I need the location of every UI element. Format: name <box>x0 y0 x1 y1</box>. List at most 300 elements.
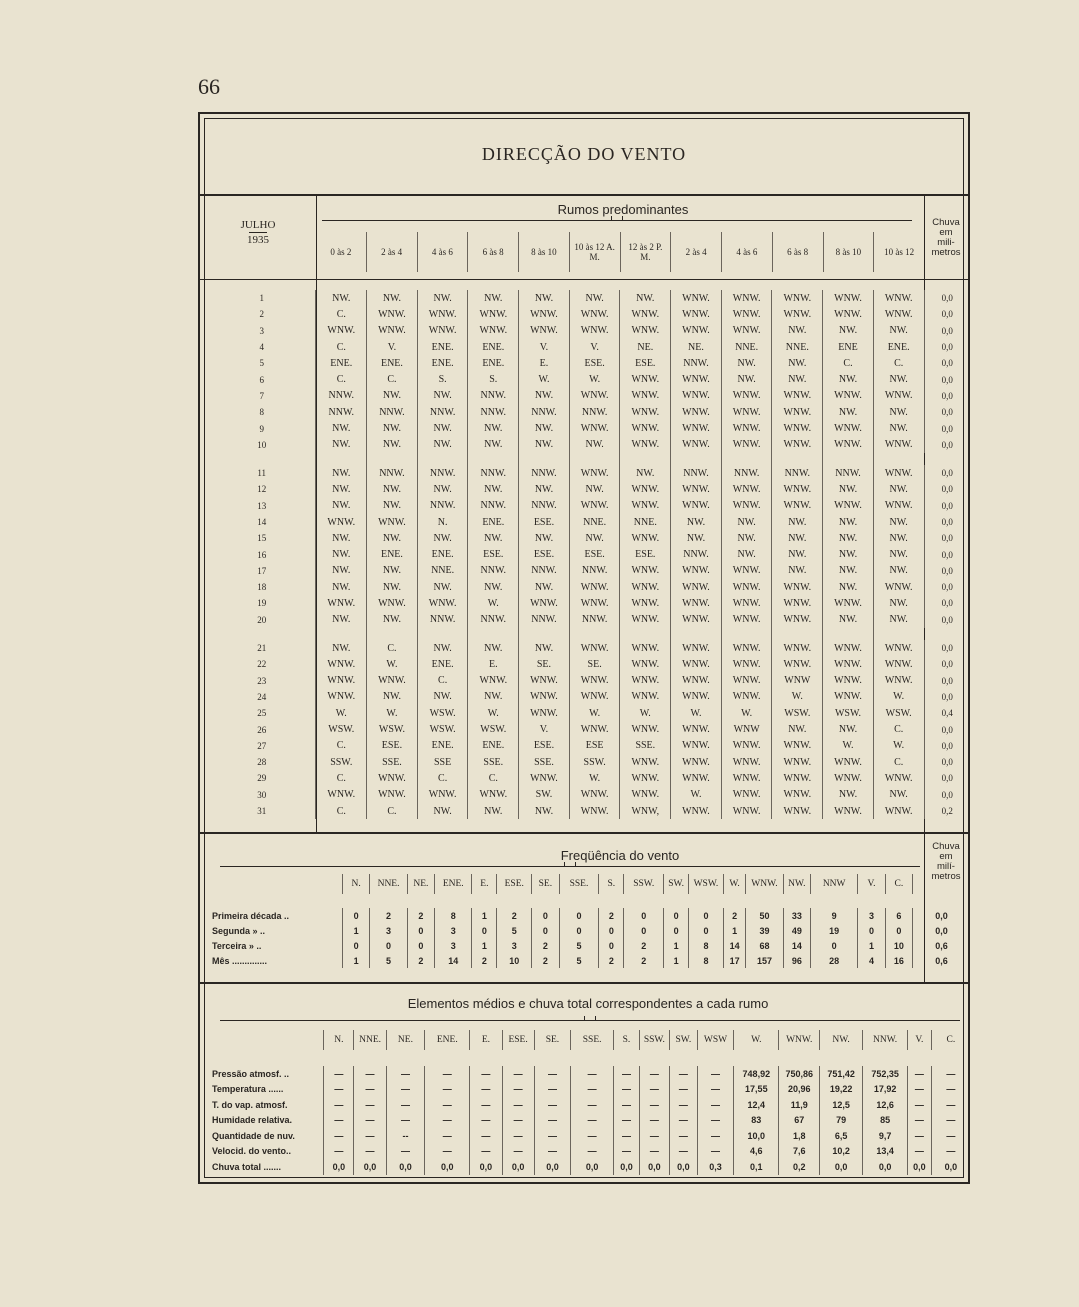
frequency-table <box>208 871 970 968</box>
wind-direction-cell: WNW. <box>772 738 823 754</box>
wind-direction-cell: N. <box>417 514 468 530</box>
month-header <box>208 218 308 247</box>
wind-direction-cell: NW. <box>823 546 874 562</box>
wind-direction-cell: WNW. <box>772 388 823 404</box>
element-value-cell: — <box>425 1066 470 1082</box>
element-value-cell: — <box>502 1066 534 1082</box>
wind-direction-cell: NNW. <box>519 404 570 420</box>
spacer-cell <box>208 1050 970 1066</box>
element-value-cell: — <box>502 1097 534 1113</box>
wind-direction-cell: WNW. <box>620 595 671 611</box>
wind-direction-cell: C. <box>316 371 367 387</box>
wind-direction-cell: WNW. <box>772 579 823 595</box>
wind-direction-cell: WNW. <box>721 689 772 705</box>
element-value-cell: — <box>614 1144 640 1160</box>
day-number: 1 <box>259 293 264 304</box>
element-value-cell: 79 <box>820 1113 863 1129</box>
gap-cell <box>671 628 722 640</box>
element-value-cell: 0,0 <box>639 1159 669 1175</box>
wind-direction-cell: WNW. <box>772 498 823 514</box>
wind-direction-cell: NNW. <box>417 498 468 514</box>
wind-column-header: 10 às 12 <box>873 232 924 272</box>
wind-direction-cell: NNE. <box>721 339 772 355</box>
rain-value: 0,0 <box>924 481 970 497</box>
element-value-cell: 0,0 <box>425 1159 470 1175</box>
rain-value: 0,6 <box>913 953 970 968</box>
table-row <box>208 546 970 562</box>
element-value-cell: — <box>324 1144 354 1160</box>
wind-direction-cell: WNW. <box>772 290 823 306</box>
wind-direction-cell: NW. <box>519 803 570 819</box>
wind-direction-cell: NW. <box>620 465 671 481</box>
frequency-cell: 50 <box>746 908 783 923</box>
wind-direction-cell: WNW. <box>823 306 874 322</box>
table-row <box>208 1097 970 1113</box>
element-value-cell: — <box>639 1066 669 1082</box>
direction-header: SSE. <box>559 874 599 894</box>
wind-direction-cell: WNW. <box>417 323 468 339</box>
row-label: Terceira » .. <box>212 940 262 951</box>
wind-direction-cell: C. <box>873 754 924 770</box>
element-value-cell: — <box>614 1128 640 1144</box>
direction-header: NNE. <box>370 874 407 894</box>
wind-direction-cell: ENE. <box>468 514 519 530</box>
wind-direction-cell: NNE. <box>417 563 468 579</box>
wind-direction-cell: NW. <box>367 530 418 546</box>
gap-cell <box>208 453 316 465</box>
table-row <box>208 339 970 355</box>
day-number: 26 <box>257 724 267 735</box>
wind-direction-cell: NW. <box>519 388 570 404</box>
gap-cell <box>519 453 570 465</box>
wind-direction-cell: NNW. <box>569 404 620 420</box>
gap-cell <box>924 453 970 465</box>
rain-value: 0,0 <box>924 290 970 306</box>
wind-direction-cell: ENE. <box>417 738 468 754</box>
wind-direction-cell: WNW. <box>671 579 722 595</box>
wind-direction-cell: WNW. <box>772 595 823 611</box>
frequency-cell: 0 <box>811 938 858 953</box>
wind-direction-cell: WNW. <box>823 437 874 453</box>
rain-value: 0,0 <box>924 514 970 530</box>
day-number: 17 <box>257 565 267 576</box>
wind-direction-cell: WNW. <box>721 404 772 420</box>
wind-direction-cell: WNW. <box>620 754 671 770</box>
wind-direction-cell: NW. <box>772 563 823 579</box>
wind-direction-cell: WNW. <box>316 323 367 339</box>
wind-direction-cell: WNW. <box>671 673 722 689</box>
element-value-cell: 85 <box>863 1113 908 1129</box>
wind-direction-cell: NW. <box>772 355 823 371</box>
wind-direction-cell: WNW. <box>772 404 823 420</box>
wind-direction-cell: NNW. <box>671 465 722 481</box>
wind-direction-cell: WNW. <box>671 754 722 770</box>
wind-direction-cell: NW. <box>468 437 519 453</box>
frequency-cell: 0 <box>689 923 724 938</box>
wind-direction-cell: WNW. <box>671 563 722 579</box>
wind-direction-cell: ESE. <box>620 546 671 562</box>
frequency-cell: 3 <box>858 908 885 923</box>
frequency-title: Freqüência do vento <box>560 848 680 863</box>
wind-column-header: 12 às 2 P. M. <box>620 232 671 272</box>
element-value-cell: — <box>639 1082 669 1098</box>
rain-value: 0,0 <box>924 530 970 546</box>
wind-direction-cell: NW. <box>873 787 924 803</box>
wind-direction-cell: NNW. <box>417 465 468 481</box>
wind-direction-cell: NW. <box>417 388 468 404</box>
wind-rain-header <box>924 218 968 258</box>
frequency-cell: 2 <box>599 953 624 968</box>
wind-direction-cell: W. <box>671 705 722 721</box>
wind-direction-cell: WNW. <box>721 738 772 754</box>
wind-direction-cell: C. <box>316 803 367 819</box>
wind-direction-cell: NW. <box>569 290 620 306</box>
direction-header: ESE. <box>502 1030 534 1050</box>
wind-direction-cell: NNE. <box>772 339 823 355</box>
gap-cell <box>417 453 468 465</box>
table-row <box>208 530 970 546</box>
element-value-cell: — <box>534 1128 570 1144</box>
wind-direction-cell: WNW. <box>721 612 772 628</box>
day-number: 16 <box>257 549 267 560</box>
wind-direction-cell: ESE. <box>569 355 620 371</box>
wind-direction-cell: WNW. <box>620 388 671 404</box>
wind-direction-cell: WNW. <box>721 673 772 689</box>
wind-direction-cell: C. <box>823 355 874 371</box>
gap-cell <box>519 628 570 640</box>
wind-direction-cell: NNW. <box>519 612 570 628</box>
element-value-cell: 0,0 <box>614 1159 640 1175</box>
elements-table <box>208 1030 970 1175</box>
wind-direction-cell: NW. <box>417 579 468 595</box>
wind-direction-cell: NW. <box>823 787 874 803</box>
wind-direction-cell: WNW. <box>671 437 722 453</box>
frequency-cell: 0 <box>689 908 724 923</box>
frequency-cell: 10 <box>497 953 532 968</box>
wind-direction-cell: NW. <box>468 689 519 705</box>
wind-direction-cell: C. <box>367 371 418 387</box>
day-number: 31 <box>257 806 267 817</box>
element-value-cell: — <box>931 1113 970 1129</box>
rain-value: 0,0 <box>924 546 970 562</box>
wind-direction-cell: C. <box>316 738 367 754</box>
wind-direction-cell: NW. <box>367 689 418 705</box>
wind-direction-cell: NW. <box>772 323 823 339</box>
wind-direction-cell: NW. <box>823 612 874 628</box>
element-value-cell: — <box>669 1082 697 1098</box>
wind-direction-cell: E. <box>468 656 519 672</box>
element-value-cell: — <box>931 1097 970 1113</box>
gap-cell <box>569 453 620 465</box>
direction-header: W. <box>723 874 745 894</box>
frequency-cell: 39 <box>746 923 783 938</box>
table-row <box>208 323 970 339</box>
wind-direction-cell: NW. <box>772 721 823 737</box>
wind-direction-cell: WNW. <box>417 595 468 611</box>
row-label: Chuva total ....... <box>212 1161 282 1172</box>
spacer-cell <box>208 894 970 908</box>
element-value-cell: — <box>669 1128 697 1144</box>
element-value-cell: — <box>931 1082 970 1098</box>
element-value-cell: — <box>697 1066 733 1082</box>
wind-column-header: 0 às 2 <box>330 247 352 257</box>
wind-direction-cell: WNW. <box>671 656 722 672</box>
wind-direction-cell: NW. <box>823 371 874 387</box>
wind-direction-cell: C. <box>367 803 418 819</box>
rain-value: 0,2 <box>924 803 970 819</box>
wind-direction-cell: NNW. <box>468 404 519 420</box>
element-value-cell: — <box>534 1113 570 1129</box>
table-row <box>208 908 970 923</box>
rain-value: 0,0 <box>924 579 970 595</box>
gap-cell <box>772 453 823 465</box>
wind-direction-cell: NW. <box>823 323 874 339</box>
wind-direction-cell: W. <box>620 705 671 721</box>
table-row <box>208 437 970 453</box>
element-value-cell: — <box>639 1113 669 1129</box>
rain-value: 0,0 <box>913 908 970 923</box>
label-spacer <box>208 874 342 894</box>
element-value-cell: — <box>386 1113 425 1129</box>
wind-direction-cell: WNW. <box>671 481 722 497</box>
wind-direction-cell: WSW. <box>823 705 874 721</box>
wind-direction-cell: WNW. <box>721 803 772 819</box>
frequency-cell: 5 <box>559 953 599 968</box>
wind-direction-cell: WNW. <box>671 306 722 322</box>
wind-direction-cell: WNW. <box>620 530 671 546</box>
gap-cell <box>823 453 874 465</box>
wind-column-header: 2 às 4 <box>670 232 721 272</box>
element-value-cell: 7,6 <box>779 1144 820 1160</box>
element-value-cell: 9,7 <box>863 1128 908 1144</box>
wind-direction-cell: ESE. <box>569 546 620 562</box>
wind-direction-cell: C. <box>873 355 924 371</box>
wind-direction-cell: SSE. <box>620 738 671 754</box>
rain-value: 0,0 <box>924 437 970 453</box>
element-value-cell: 751,42 <box>820 1066 863 1082</box>
element-value-cell: — <box>534 1144 570 1160</box>
wind-direction-cell: WNW, <box>620 803 671 819</box>
wind-direction-cell: NW. <box>721 514 772 530</box>
element-value-cell: — <box>470 1128 502 1144</box>
wind-direction-cell: WNW. <box>671 595 722 611</box>
wind-direction-cell: WNW. <box>569 595 620 611</box>
wind-direction-cell: WNW. <box>873 803 924 819</box>
direction-header: SW. <box>664 874 689 894</box>
wind-direction-cell: WNW. <box>620 612 671 628</box>
rain-value: 0,0 <box>924 306 970 322</box>
wind-direction-cell: WNW. <box>519 705 570 721</box>
frequency-cell: 3 <box>497 938 532 953</box>
wind-direction-cell: ENE. <box>417 355 468 371</box>
wind-direction-cell: NNW. <box>519 498 570 514</box>
frequency-cell: 2 <box>599 908 624 923</box>
frequency-cell: 0 <box>599 938 624 953</box>
gap-cell <box>367 453 418 465</box>
element-value-cell: 12,6 <box>863 1097 908 1113</box>
rain-value: 0,0 <box>924 595 970 611</box>
element-value-cell: 0,1 <box>734 1159 779 1175</box>
wind-direction-cell: W. <box>367 656 418 672</box>
frequency-bottom-divider <box>200 982 968 984</box>
rain-value: 0,0 <box>924 770 970 786</box>
element-value-cell: — <box>669 1097 697 1113</box>
wind-direction-cell: V. <box>569 339 620 355</box>
rain-value: 0,0 <box>924 738 970 754</box>
decade-gap <box>208 628 970 640</box>
wind-direction-cell: WNW. <box>772 803 823 819</box>
wind-direction-cell: NW. <box>316 465 367 481</box>
wind-direction-cell: SE. <box>569 656 620 672</box>
element-value-cell: — <box>669 1066 697 1082</box>
wind-direction-cell: ESE. <box>519 514 570 530</box>
wind-direction-cell: WNW. <box>823 770 874 786</box>
element-value-cell: — <box>931 1066 970 1082</box>
day-number: 27 <box>257 740 267 751</box>
wind-direction-cell: NW. <box>316 579 367 595</box>
wind-direction-cell: NW. <box>316 437 367 453</box>
table-row <box>208 721 970 737</box>
element-value-cell: 752,35 <box>863 1066 908 1082</box>
wind-direction-cell: WSW. <box>316 721 367 737</box>
day-number: 14 <box>257 517 267 527</box>
wind-direction-cell: WNW. <box>620 656 671 672</box>
row-label: Primeira década .. <box>212 910 290 921</box>
wind-direction-cell: NW. <box>468 530 519 546</box>
wind-direction-cell: WNW. <box>620 770 671 786</box>
wind-direction-cell: WNW. <box>721 498 772 514</box>
rain-value: 0,0 <box>924 371 970 387</box>
element-value-cell: 0,0 <box>931 1159 970 1175</box>
table-row <box>208 388 970 404</box>
element-value-cell: — <box>571 1066 614 1082</box>
wind-direction-cell: NW. <box>873 371 924 387</box>
table-row <box>208 563 970 579</box>
wind-direction-cell: WNW. <box>671 612 722 628</box>
wind-direction-cell: WNW. <box>772 306 823 322</box>
element-value-cell: 750,86 <box>779 1066 820 1082</box>
page-title: DIRECÇÃO DO VENTO <box>481 144 687 164</box>
wind-direction-cell: WNW. <box>620 437 671 453</box>
wind-direction-cell: WSW. <box>417 721 468 737</box>
wind-direction-cell: WNW. <box>468 673 519 689</box>
element-value-cell: — <box>697 1128 733 1144</box>
frequency-header-row <box>208 874 970 894</box>
day-number: 8 <box>259 407 264 418</box>
wind-direction-cell: NW. <box>367 498 418 514</box>
element-value-cell: 0,0 <box>502 1159 534 1175</box>
element-value-cell: 0,3 <box>697 1159 733 1175</box>
element-value-cell: — <box>470 1113 502 1129</box>
rain-value: 0,0 <box>924 787 970 803</box>
wind-direction-cell: WNW. <box>367 323 418 339</box>
wind-direction-cell: WNW. <box>671 640 722 656</box>
table-row <box>208 689 970 705</box>
gap-cell <box>772 628 823 640</box>
frequency-cell: 33 <box>783 908 810 923</box>
day-number: 22 <box>257 659 267 670</box>
wind-direction-cell: WNW. <box>620 640 671 656</box>
wind-direction-cell: C. <box>316 339 367 355</box>
wind-direction-cell: NW. <box>873 404 924 420</box>
wind-direction-cell: WNW. <box>772 481 823 497</box>
wind-direction-cell: NW. <box>519 290 570 306</box>
wind-direction-cell: NW. <box>569 530 620 546</box>
wind-direction-cell: SSE <box>417 754 468 770</box>
rain-value: 0,0 <box>924 673 970 689</box>
wind-direction-cell: ENE. <box>367 546 418 562</box>
frequency-cell: 5 <box>559 938 599 953</box>
wind-direction-cell: WNW. <box>569 388 620 404</box>
frequency-cell: 0 <box>532 923 559 938</box>
day-number: 12 <box>257 484 267 495</box>
wind-direction-cell: NW. <box>316 612 367 628</box>
direction-header: SSW. <box>639 1030 669 1050</box>
element-value-cell: 10,2 <box>820 1144 863 1160</box>
wind-direction-cell: WNW. <box>620 579 671 595</box>
decade-gap <box>208 453 970 465</box>
wind-direction-cell: NNW. <box>417 404 468 420</box>
table-row <box>208 803 970 819</box>
wind-direction-cell: WNW. <box>671 323 722 339</box>
day-number: 7 <box>259 390 264 401</box>
element-value-cell: — <box>470 1097 502 1113</box>
rain-value: 0,0 <box>924 721 970 737</box>
wind-direction-cell: NW. <box>468 481 519 497</box>
wind-direction-cell: WNW. <box>367 673 418 689</box>
gap-cell <box>873 628 924 640</box>
wind-direction-cell: WNW <box>772 673 823 689</box>
wind-direction-cell: ESE <box>569 738 620 754</box>
element-value-cell: — <box>614 1097 640 1113</box>
wind-direction-cell: NW. <box>873 420 924 436</box>
wind-direction-cell: WNW. <box>468 787 519 803</box>
wind-direction-cell: WNW. <box>468 306 519 322</box>
row-label: Temperatura ...... <box>212 1084 284 1095</box>
wind-direction-cell: WNW. <box>721 640 772 656</box>
element-value-cell: — <box>908 1113 932 1129</box>
element-value-cell: — <box>354 1144 386 1160</box>
frequency-cell: 2 <box>407 908 434 923</box>
element-value-cell: — <box>571 1144 614 1160</box>
wind-column-header: 4 às 6 <box>417 232 468 272</box>
element-value-cell: — <box>502 1144 534 1160</box>
wind-direction-cell: WNW. <box>671 689 722 705</box>
frequency-cell: 0 <box>664 923 689 938</box>
element-value-cell: — <box>931 1128 970 1144</box>
wind-direction-cell: NW. <box>417 803 468 819</box>
wind-direction-cell: W. <box>873 689 924 705</box>
element-value-cell: — <box>470 1082 502 1098</box>
table-row <box>208 754 970 770</box>
gap-cell <box>208 628 316 640</box>
wind-direction-cell: NW. <box>873 563 924 579</box>
wind-direction-cell: NE. <box>620 339 671 355</box>
wind-direction-cell: NNW. <box>468 388 519 404</box>
table-frame <box>198 112 970 1184</box>
wind-direction-cell: S. <box>468 371 519 387</box>
wind-direction-cell: NNW. <box>316 388 367 404</box>
element-value-cell: 0,0 <box>571 1159 614 1175</box>
wind-direction-cell: NW. <box>367 563 418 579</box>
wind-direction-cell: NW. <box>417 481 468 497</box>
wind-column-headers <box>316 232 924 272</box>
wind-direction-cell: WNW. <box>620 404 671 420</box>
day-number: 11 <box>257 468 267 479</box>
wind-direction-cell: WNW. <box>367 770 418 786</box>
table-row <box>208 1082 970 1098</box>
element-value-cell: — <box>386 1144 425 1160</box>
